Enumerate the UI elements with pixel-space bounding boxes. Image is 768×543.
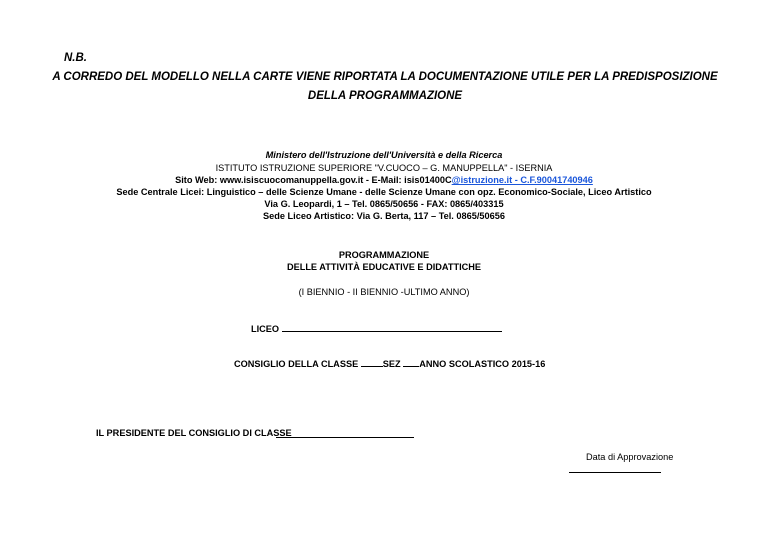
institute-line: ISTITUTO ISTRUZIONE SUPERIORE "V.CUOCO – G. MANUPPELLA" - ISERNIA: [215, 163, 553, 173]
period-line: (I BIENNIO - II BIENNIO -ULTIMO ANNO): [298, 287, 470, 297]
data-approvazione-label: Data di Approvazione: [586, 452, 674, 462]
data-approvazione-line[interactable]: [569, 463, 661, 473]
liceo-label: LICEO: [251, 324, 280, 334]
liceo-field: [251, 322, 502, 334]
address-line: Via G. Leopardi, 1 – Tel. 0865/50656 - FAX: 0865/403315: [264, 199, 504, 209]
liceo-input-line[interactable]: [282, 322, 502, 332]
sez-input-line[interactable]: [403, 357, 419, 367]
programmazione-subtitle: DELLE ATTIVITÀ EDUCATIVE E DIDATTICHE: [286, 262, 482, 272]
anno-label: ANNO SCOLASTICO 2015-16: [419, 359, 546, 369]
note-text: A CORREDO DEL MODELLO NELLA CARTE VIENE RIPORTATA LA DOCUMENTAZIONE UTILE PER LA PREDISPOSIZIONE DELLA PROGRAMMAZIONE: [52, 71, 718, 102]
programmazione-title: PROGRAMMAZIONE: [338, 250, 430, 260]
consiglio-field: [234, 357, 545, 369]
contact-text: Sito Web: www.isiscuocomanuppella.gov.it - E-Mail: isis01400C: [175, 175, 452, 185]
presidente-signature-line[interactable]: [276, 428, 414, 438]
note-label: N.B.: [64, 52, 87, 64]
contact-line: [0, 175, 768, 185]
presidente-label: IL PRESIDENTE DEL CONSIGLIO DI CLASSE: [96, 428, 292, 438]
sede-centrale-line: Sede Centrale Licei: Linguistico – delle Scienze Umane - delle Scienze Umane con opz. Economico-Sociale, Liceo Artistico: [116, 187, 652, 197]
classe-input-line[interactable]: [361, 357, 383, 367]
consiglio-label: CONSIGLIO DELLA CLASSE: [234, 359, 359, 369]
sede-artistico-line: Sede Liceo Artistico: Via G. Berta, 117 – Tel. 0865/50656: [263, 211, 505, 221]
sez-label: SEZ: [382, 359, 401, 369]
email-link[interactable]: @istruzione.it - C.F.90041740946: [451, 175, 593, 185]
ministry-line: Ministero dell'Istruzione dell'Università e della Ricerca: [265, 150, 503, 160]
